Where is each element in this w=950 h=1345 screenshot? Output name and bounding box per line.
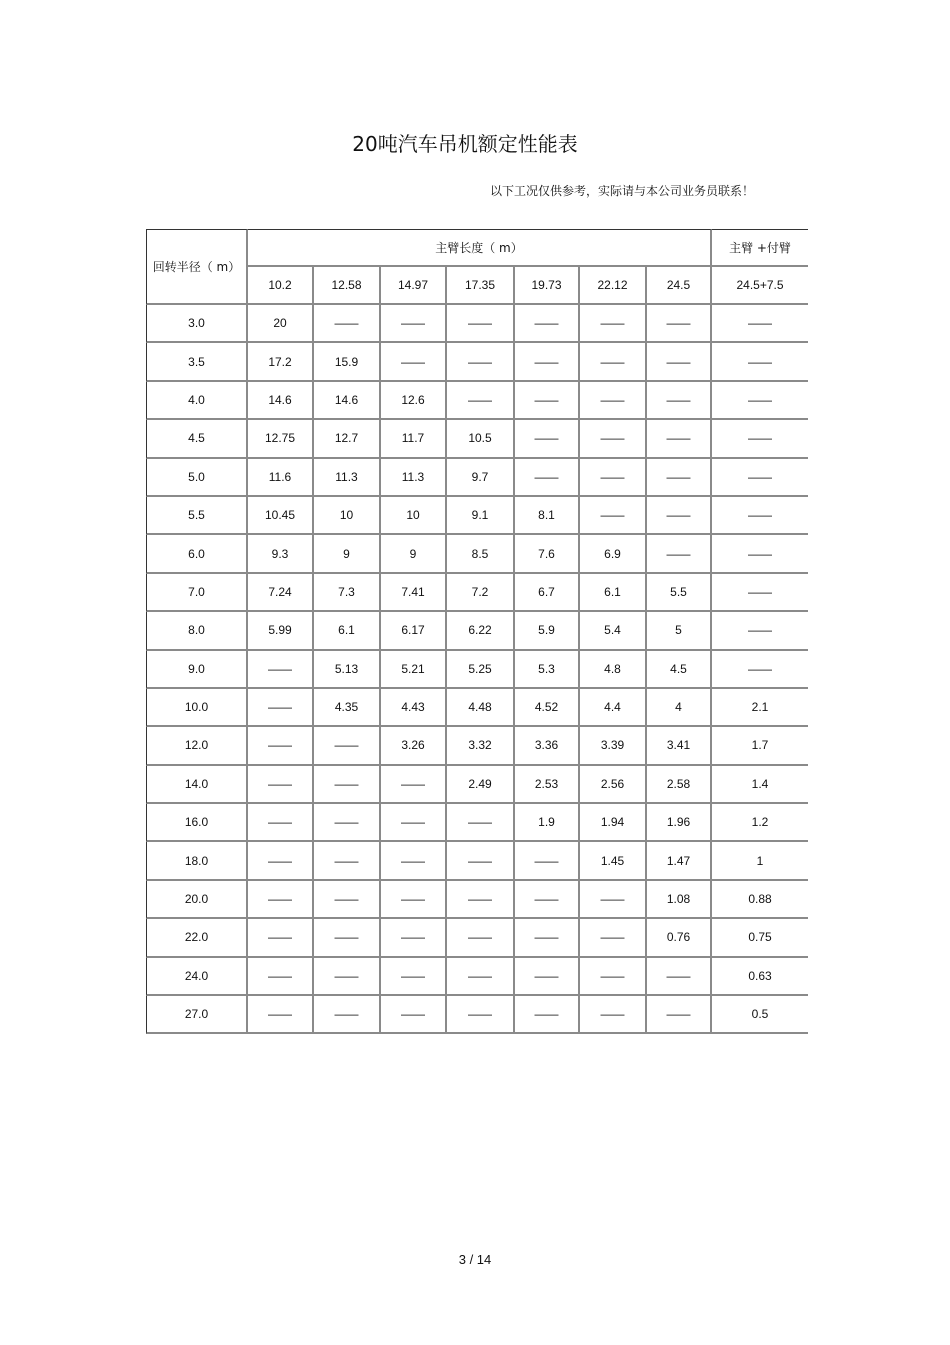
capacity-cell: 20 (248, 305, 314, 343)
capacity-cell: —— (647, 996, 712, 1034)
aux-boom-header: 主臂 +付臂 (712, 229, 808, 267)
capacity-cell: 10.5 (447, 420, 515, 458)
capacity-cell: 11.3 (381, 459, 447, 497)
capacity-cell: —— (515, 919, 580, 957)
capacity-cell: —— (712, 420, 808, 458)
capacity-cell: 0.5 (712, 996, 808, 1034)
capacity-cell: —— (447, 305, 515, 343)
capacity-cell: 15.9 (314, 343, 381, 381)
table-row (146, 689, 808, 727)
capacity-cell: 5.9 (515, 612, 580, 650)
capacity-cell: 1 (712, 842, 808, 880)
capacity-cell: 1.45 (580, 842, 647, 880)
capacity-cell: 6.17 (381, 612, 447, 650)
capacity-cell: —— (314, 305, 381, 343)
radius-cell: 5.0 (146, 459, 248, 497)
capacity-cell: —— (381, 804, 447, 842)
capacity-cell: —— (712, 612, 808, 650)
capacity-cell: —— (515, 382, 580, 420)
table-row (146, 459, 808, 497)
capacity-cell: —— (248, 651, 314, 689)
capacity-cell: 9.1 (447, 497, 515, 535)
capacity-cell: —— (447, 958, 515, 996)
capacity-cell: —— (248, 842, 314, 880)
radius-cell: 24.0 (146, 958, 248, 996)
capacity-cell: 1.9 (515, 804, 580, 842)
capacity-cell: —— (647, 535, 712, 573)
boom-length-cell: 10.2 (248, 267, 314, 305)
page-number: 3 / 14 (458, 1252, 492, 1267)
capacity-cell: —— (447, 382, 515, 420)
capacity-cell: —— (580, 919, 647, 957)
capacity-cell: 5.5 (647, 574, 712, 612)
capacity-cell: 17.2 (248, 343, 314, 381)
table-row (146, 842, 808, 880)
radius-cell: 10.0 (146, 689, 248, 727)
table-row (146, 343, 808, 381)
capacity-cell: 12.75 (248, 420, 314, 458)
capacity-cell: 4.5 (647, 651, 712, 689)
capacity-cell: —— (712, 459, 808, 497)
radius-cell: 18.0 (146, 842, 248, 880)
capacity-cell: —— (447, 919, 515, 957)
capacity-cell: —— (580, 343, 647, 381)
capacity-cell: 6.22 (447, 612, 515, 650)
capacity-cell: 11.3 (314, 459, 381, 497)
capacity-cell: —— (647, 497, 712, 535)
capacity-cell: —— (381, 996, 447, 1034)
capacity-cell: 5.3 (515, 651, 580, 689)
radius-header: 回转半径（ m） (146, 229, 248, 305)
radius-cell: 4.0 (146, 382, 248, 420)
capacity-cell: 3.32 (447, 727, 515, 765)
capacity-cell: —— (580, 459, 647, 497)
table-row (146, 651, 808, 689)
capacity-cell: 2.53 (515, 766, 580, 804)
capacity-cell: 6.1 (314, 612, 381, 650)
table-row (146, 612, 808, 650)
capacity-cell: 1.96 (647, 804, 712, 842)
capacity-cell: —— (314, 727, 381, 765)
capacity-cell: —— (314, 804, 381, 842)
capacity-cell: 4.43 (381, 689, 447, 727)
capacity-cell: 7.2 (447, 574, 515, 612)
capacity-cell: 9.3 (248, 535, 314, 573)
capacity-cell: —— (515, 958, 580, 996)
capacity-cell: —— (580, 497, 647, 535)
capacity-cell: 4.48 (447, 689, 515, 727)
page-title: 20吨汽车吊机额定性能表 (352, 132, 578, 156)
capacity-cell: 4.4 (580, 689, 647, 727)
capacity-cell: —— (580, 420, 647, 458)
capacity-cell: 5 (647, 612, 712, 650)
table-row (146, 766, 808, 804)
capacity-cell: —— (580, 881, 647, 919)
table-row (146, 497, 808, 535)
capacity-cell: 5.4 (580, 612, 647, 650)
boom-length-cell: 14.97 (381, 267, 447, 305)
boom-length-cell: 22.12 (580, 267, 647, 305)
capacity-cell: —— (712, 305, 808, 343)
capacity-cell: 12.6 (381, 382, 447, 420)
table-row (146, 305, 808, 343)
capacity-cell: —— (647, 382, 712, 420)
boom-length-cell: 24.5 (647, 267, 712, 305)
capacity-cell: —— (248, 727, 314, 765)
capacity-cell: 0.75 (712, 919, 808, 957)
capacity-cell: 11.6 (248, 459, 314, 497)
radius-cell: 7.0 (146, 574, 248, 612)
capacity-cell: —— (515, 305, 580, 343)
capacity-cell: 4.8 (580, 651, 647, 689)
capacity-cell: —— (314, 958, 381, 996)
capacity-cell: 2.1 (712, 689, 808, 727)
capacity-cell: 4.35 (314, 689, 381, 727)
capacity-cell: —— (381, 343, 447, 381)
capacity-cell: 7.6 (515, 535, 580, 573)
capacity-cell: —— (712, 382, 808, 420)
capacity-cell: —— (381, 958, 447, 996)
capacity-cell: —— (515, 420, 580, 458)
radius-cell: 16.0 (146, 804, 248, 842)
capacity-cell: 8.1 (515, 497, 580, 535)
capacity-cell: 1.47 (647, 842, 712, 880)
radius-cell: 3.5 (146, 343, 248, 381)
capacity-cell: 1.7 (712, 727, 808, 765)
radius-cell: 3.0 (146, 305, 248, 343)
capacity-cell: —— (712, 651, 808, 689)
capacity-cell: 0.76 (647, 919, 712, 957)
capacity-cell: 3.26 (381, 727, 447, 765)
table-row (146, 574, 808, 612)
radius-cell: 9.0 (146, 651, 248, 689)
capacity-cell: 14.6 (314, 382, 381, 420)
capacity-cell: 5.99 (248, 612, 314, 650)
capacity-cell: —— (712, 343, 808, 381)
capacity-cell: 14.6 (248, 382, 314, 420)
capacity-cell: 1.94 (580, 804, 647, 842)
capacity-cell: 2.56 (580, 766, 647, 804)
capacity-cell: —— (314, 919, 381, 957)
capacity-cell: —— (314, 881, 381, 919)
radius-cell: 12.0 (146, 727, 248, 765)
capacity-cell: 5.25 (447, 651, 515, 689)
capacity-cell: —— (381, 919, 447, 957)
radius-cell: 14.0 (146, 766, 248, 804)
capacity-cell: 6.9 (580, 535, 647, 573)
capacity-cell: —— (647, 343, 712, 381)
radius-cell: 5.5 (146, 497, 248, 535)
capacity-cell: 6.1 (580, 574, 647, 612)
capacity-cell: —— (515, 996, 580, 1034)
capacity-cell: 10 (381, 497, 447, 535)
capacity-cell: —— (447, 343, 515, 381)
capacity-cell: —— (712, 535, 808, 573)
boom-length-cell: 12.58 (314, 267, 381, 305)
radius-cell: 8.0 (146, 612, 248, 650)
capacity-cell: 9.7 (447, 459, 515, 497)
radius-cell: 6.0 (146, 535, 248, 573)
capacity-cell: —— (381, 842, 447, 880)
capacity-cell: 4 (647, 689, 712, 727)
capacity-cell: 2.58 (647, 766, 712, 804)
capacity-cell: —— (314, 842, 381, 880)
capacity-cell: —— (647, 958, 712, 996)
capacity-cell: 7.41 (381, 574, 447, 612)
capacity-cell: —— (248, 996, 314, 1034)
table-row (146, 535, 808, 573)
capacity-cell: 5.13 (314, 651, 381, 689)
radius-cell: 22.0 (146, 919, 248, 957)
table-row (146, 804, 808, 842)
header-row (146, 229, 808, 267)
capacity-cell: —— (515, 343, 580, 381)
capacity-cell: —— (314, 996, 381, 1034)
capacity-cell: —— (580, 305, 647, 343)
radius-cell: 4.5 (146, 420, 248, 458)
boom-length-cell: 17.35 (447, 267, 515, 305)
capacity-cell: 3.41 (647, 727, 712, 765)
capacity-cell: —— (447, 881, 515, 919)
capacity-cell: —— (248, 804, 314, 842)
capacity-cell: 9 (314, 535, 381, 573)
capacity-cell: —— (515, 459, 580, 497)
capacity-cell: 12.7 (314, 420, 381, 458)
capacity-cell: —— (647, 459, 712, 497)
capacity-cell: 10 (314, 497, 381, 535)
capacity-cell: —— (248, 689, 314, 727)
capacity-cell: 0.63 (712, 958, 808, 996)
capacity-cell: —— (447, 804, 515, 842)
capacity-cell: 1.2 (712, 804, 808, 842)
capacity-cell: —— (447, 842, 515, 880)
capacity-cell: 5.21 (381, 651, 447, 689)
boom-length-cell: 19.73 (515, 267, 580, 305)
capacity-cell: 10.45 (248, 497, 314, 535)
main-boom-header: 主臂长度（ m） (248, 229, 712, 267)
capacity-cell: —— (647, 420, 712, 458)
capacity-cell: —— (712, 574, 808, 612)
table-row (146, 996, 808, 1034)
table-row (146, 881, 808, 919)
capacity-cell: 3.36 (515, 727, 580, 765)
capacity-cell: —— (515, 881, 580, 919)
capacity-cell: —— (647, 305, 712, 343)
capacity-cell: —— (580, 382, 647, 420)
radius-cell: 27.0 (146, 996, 248, 1034)
capacity-cell: 2.49 (447, 766, 515, 804)
capacity-cell: 8.5 (447, 535, 515, 573)
table-row (146, 919, 808, 957)
capacity-cell: 6.7 (515, 574, 580, 612)
table-row (146, 958, 808, 996)
capacity-cell: —— (248, 881, 314, 919)
capacity-cell: 7.24 (248, 574, 314, 612)
capacity-cell: —— (580, 958, 647, 996)
capacity-cell: —— (580, 996, 647, 1034)
table-row (146, 420, 808, 458)
capacity-cell: 1.08 (647, 881, 712, 919)
performance-table (146, 229, 808, 1034)
capacity-cell: —— (248, 766, 314, 804)
capacity-cell: 7.3 (314, 574, 381, 612)
capacity-cell: —— (381, 305, 447, 343)
capacity-cell: —— (248, 919, 314, 957)
table-row (146, 727, 808, 765)
capacity-cell: 11.7 (381, 420, 447, 458)
capacity-cell: —— (381, 766, 447, 804)
capacity-cell: —— (515, 842, 580, 880)
capacity-cell: 1.4 (712, 766, 808, 804)
capacity-cell: —— (314, 766, 381, 804)
capacity-cell: 9 (381, 535, 447, 573)
capacity-cell: —— (248, 958, 314, 996)
table-row (146, 382, 808, 420)
radius-cell: 20.0 (146, 881, 248, 919)
capacity-cell: —— (712, 497, 808, 535)
capacity-cell: —— (381, 881, 447, 919)
boom-length-cell: 24.5+7.5 (712, 267, 808, 305)
reference-note: 以下工况仅供参考，实际请与本公司业务员联系！ (490, 184, 755, 198)
capacity-cell: —— (447, 996, 515, 1034)
capacity-cell: 0.88 (712, 881, 808, 919)
capacity-cell: 4.52 (515, 689, 580, 727)
capacity-cell: 3.39 (580, 727, 647, 765)
